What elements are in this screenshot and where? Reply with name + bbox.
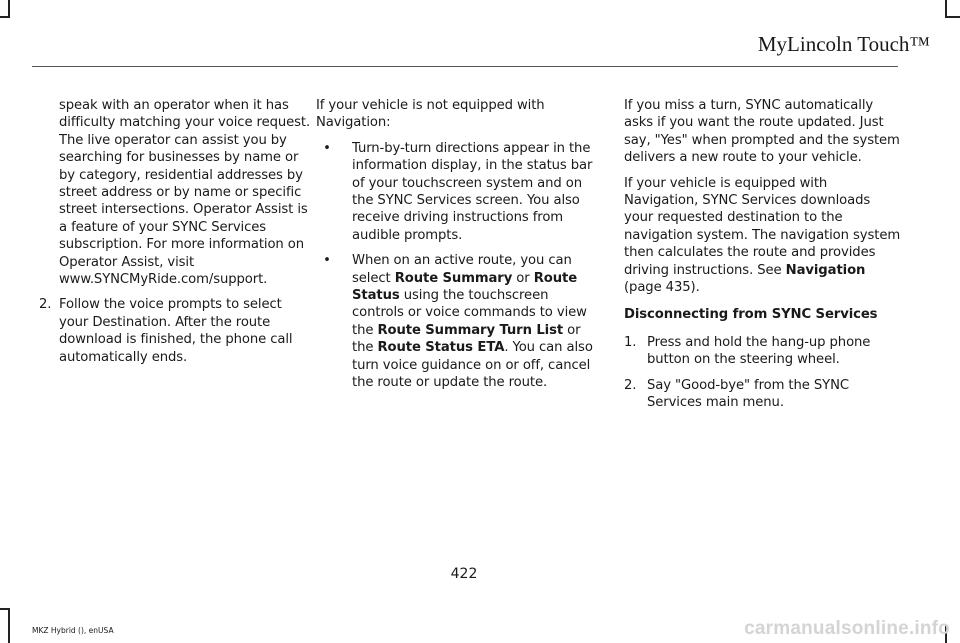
term-route-status: Route Status — [352, 270, 578, 304]
paragraph-missed-turn: If you miss a turn, SYNC automatically asks if you want the route updated. Just say, "Yes" when prompted and the system delivers a new route to your vehicle. — [624, 98, 900, 166]
step-1-item — [624, 334, 902, 369]
term-route-status-eta: Route Status ETA — [377, 340, 505, 356]
step-text: Follow the voice prompts to select your Destination. After the route download is finished, the phone call automatically ends. — [59, 297, 293, 365]
bullet-text-a: When on an active route, you can select — [352, 253, 572, 286]
bullet-text-c: . You can also turn voice guidance on or off, cancel the route or update the route. — [352, 340, 593, 391]
bullet-text-or-the: or the — [352, 322, 581, 356]
bullet-text-or: or — [516, 270, 530, 286]
term-route-summary: Route Summary — [394, 270, 513, 286]
watermark: carmanualsonline.info — [744, 618, 950, 639]
bullet-icon: • — [323, 253, 331, 269]
document-id: MKZ Hybrid (), enUSA — [32, 626, 114, 635]
bullet-item — [316, 140, 604, 244]
bullet-icon: • — [323, 140, 331, 156]
step-number: 1. — [624, 334, 637, 350]
header-rule — [32, 66, 898, 67]
step-text: Say "Good-bye" from the SYNC Services main menu. — [647, 377, 849, 411]
bullet-text: Turn-by-turn directions appear in the information display, in the status bar of your touchscreen system and on the SYNC Services screen. You also receive driving instructions from audible prompts. — [352, 140, 593, 243]
step-number: 2. — [624, 377, 637, 393]
column-1 — [39, 97, 311, 372]
page-number: 422 — [450, 566, 478, 582]
paragraph-navigation — [624, 175, 902, 297]
page-reference: (page 435). — [624, 280, 700, 296]
paragraph-operator-assist: speak with an operator when it has difficulty matching your voice request. The live operator can assist you by searching for businesses by name or by category, residential addresses by street address or by name or specific street intersections. Operator Assist is a feature of your SYNC Services subscription. For more information on Operator Assist, visit www.SYNCMyRide.com/support. — [59, 98, 311, 288]
paragraph-text-a: If your vehicle is equipped with Navigation, SYNC Services downloads your requested destination to the navigation system. The navigation system then calculates the route and provides driving instructions. See — [624, 175, 901, 278]
column-3 — [624, 97, 902, 420]
step-2-item — [624, 377, 902, 412]
crop-mark-bottom-left-v — [8, 608, 10, 643]
page-title: MyLincoln Touch™ — [757, 32, 930, 56]
bullet-item — [316, 252, 604, 391]
navigation-link[interactable]: Navigation — [785, 262, 866, 278]
step-number: 2. — [39, 297, 52, 313]
crop-mark-bottom-left-h — [0, 608, 10, 610]
section-heading: Disconnecting from SYNC Services — [624, 307, 878, 323]
column-2 — [316, 97, 604, 400]
step-2-item — [39, 296, 311, 366]
crop-mark-top-left-h — [0, 16, 10, 18]
crop-mark-top-right-h — [945, 16, 960, 18]
step-text: Press and hold the hang-up phone button on the steering wheel. — [647, 334, 871, 368]
term-route-summary-turn-list: Route Summary Turn List — [377, 322, 564, 338]
paragraph-intro: If your vehicle is not equipped with Navigation: — [316, 98, 545, 131]
bullet-text-b: using the touchscreen controls or voice commands to view the — [352, 288, 587, 338]
